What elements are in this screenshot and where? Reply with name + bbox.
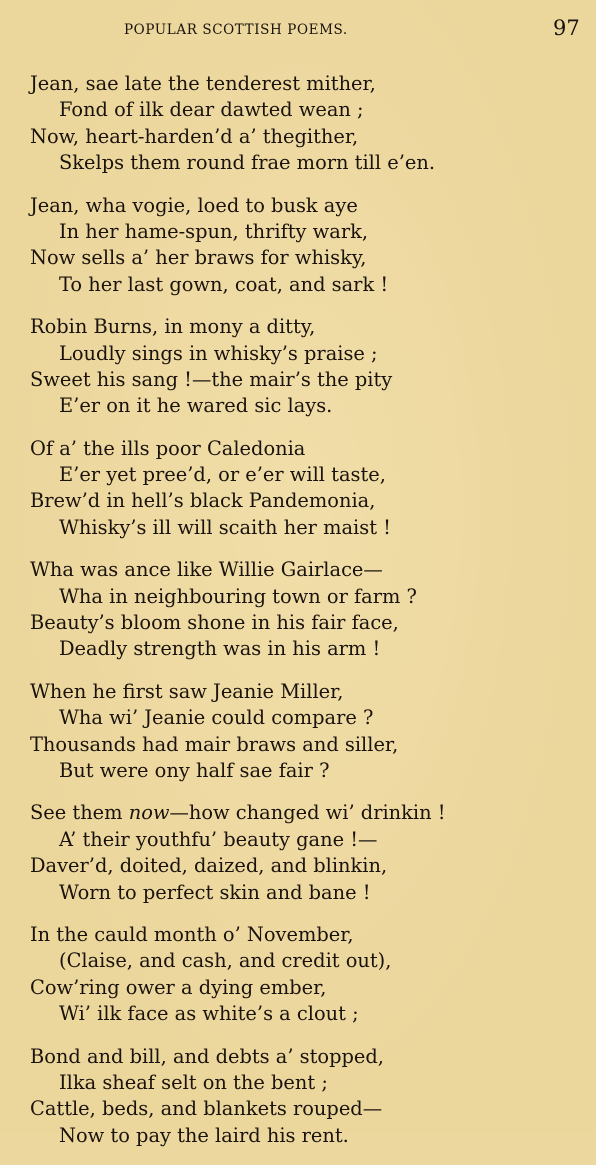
poem-line: (Claise, and cash, and credit out),: [59, 949, 392, 973]
stanza-6: [30, 679, 578, 785]
poem-line: Wha was ance like Willie Gairlace—: [30, 558, 383, 582]
poem-line-end: —how changed wi’ drinkin !: [169, 801, 446, 825]
stanza-2: [30, 193, 578, 299]
poem-line: Jean, wha vogie, loed to busk aye: [30, 193, 358, 217]
stanza-4: [30, 436, 578, 542]
poem-line: Bond and bill, and debts a’ stopped,: [30, 1044, 384, 1068]
poem-line: Cattle, beds, and blankets rouped—: [30, 1097, 383, 1121]
stanza-1: [30, 71, 578, 177]
poem-line: Wha in neighbouring town or farm ?: [59, 584, 417, 608]
poem-line: When he first saw Jeanie Miller,: [30, 679, 344, 703]
poem-line: Ilka sheaf selt on the bent ;: [59, 1070, 328, 1094]
poem-line: Robin Burns, in mony a ditty,: [30, 315, 316, 339]
poem-line: E’er on it he wared sic lays.: [59, 394, 333, 418]
stanza-5: [30, 557, 578, 663]
poem-line: E’er yet pree’d, or e’er will taste,: [59, 463, 386, 487]
poem-line: Now to pay the laird his rent.: [59, 1123, 349, 1147]
poem-line: Wha wi’ Jeanie could compare ?: [59, 706, 374, 730]
page-header: [0, 16, 596, 50]
poem-line: To her last gown, coat, and sark !: [59, 272, 389, 296]
poem-line: Sweet his sang !—the mair’s the pity: [30, 367, 393, 391]
poem-line: In the cauld month o’ November,: [30, 922, 354, 946]
poem-line: But were ony half sae fair ?: [59, 758, 330, 782]
poem-line: Cow’ring ower a dying ember,: [30, 975, 327, 999]
poem-line: Worn to perfect skin and bane !: [59, 880, 371, 904]
poem-line: In her hame-spun, thrifty wark,: [59, 219, 369, 243]
poem-line: Jean, sae late the tenderest mither,: [30, 72, 376, 95]
poem-line: Beauty’s bloom shone in his fair face,: [30, 611, 399, 635]
poem-line: Loudly sings in whisky’s praise ;: [59, 341, 378, 365]
poem-line: Daver’d, doited, daized, and blinkin,: [30, 854, 388, 878]
poem-line: Wi’ ilk face as white’s a clout ;: [59, 1002, 359, 1026]
poem-line: Whisky’s ill will scaith her maist !: [59, 515, 391, 539]
running-head: POPULAR SCOTTISH POEMS.: [124, 22, 348, 38]
poem-line-start: See them: [30, 801, 129, 825]
poem-line: Now, heart-harden’d a’ thegither,: [30, 124, 359, 148]
poem-line: Skelps them round frae morn till e’en.: [59, 151, 435, 175]
stanza-9: [30, 1044, 578, 1150]
stanza-7: [30, 800, 578, 906]
poem-line: Of a’ the ills poor Caledonia: [30, 436, 306, 460]
page-number: 97: [553, 16, 580, 40]
poem-line: [30, 800, 578, 826]
poem-line: Brew’d in hell’s black Pandemonia,: [30, 489, 376, 513]
stanza-8: [30, 922, 578, 1028]
poem-line: Deadly strength was in his arm !: [59, 637, 381, 661]
poem-body: [30, 71, 578, 1165]
poem-line: Fond of ilk dear dawted wean ;: [59, 98, 364, 122]
italic-emphasis: now: [128, 801, 170, 825]
stanza-3: [30, 314, 578, 420]
poem-line: Thousands had mair braws and siller,: [30, 732, 399, 756]
poem-line: Now sells a’ her braws for whisky,: [30, 246, 367, 270]
poem-line: A’ their youthfu’ beauty gane !—: [59, 827, 378, 851]
